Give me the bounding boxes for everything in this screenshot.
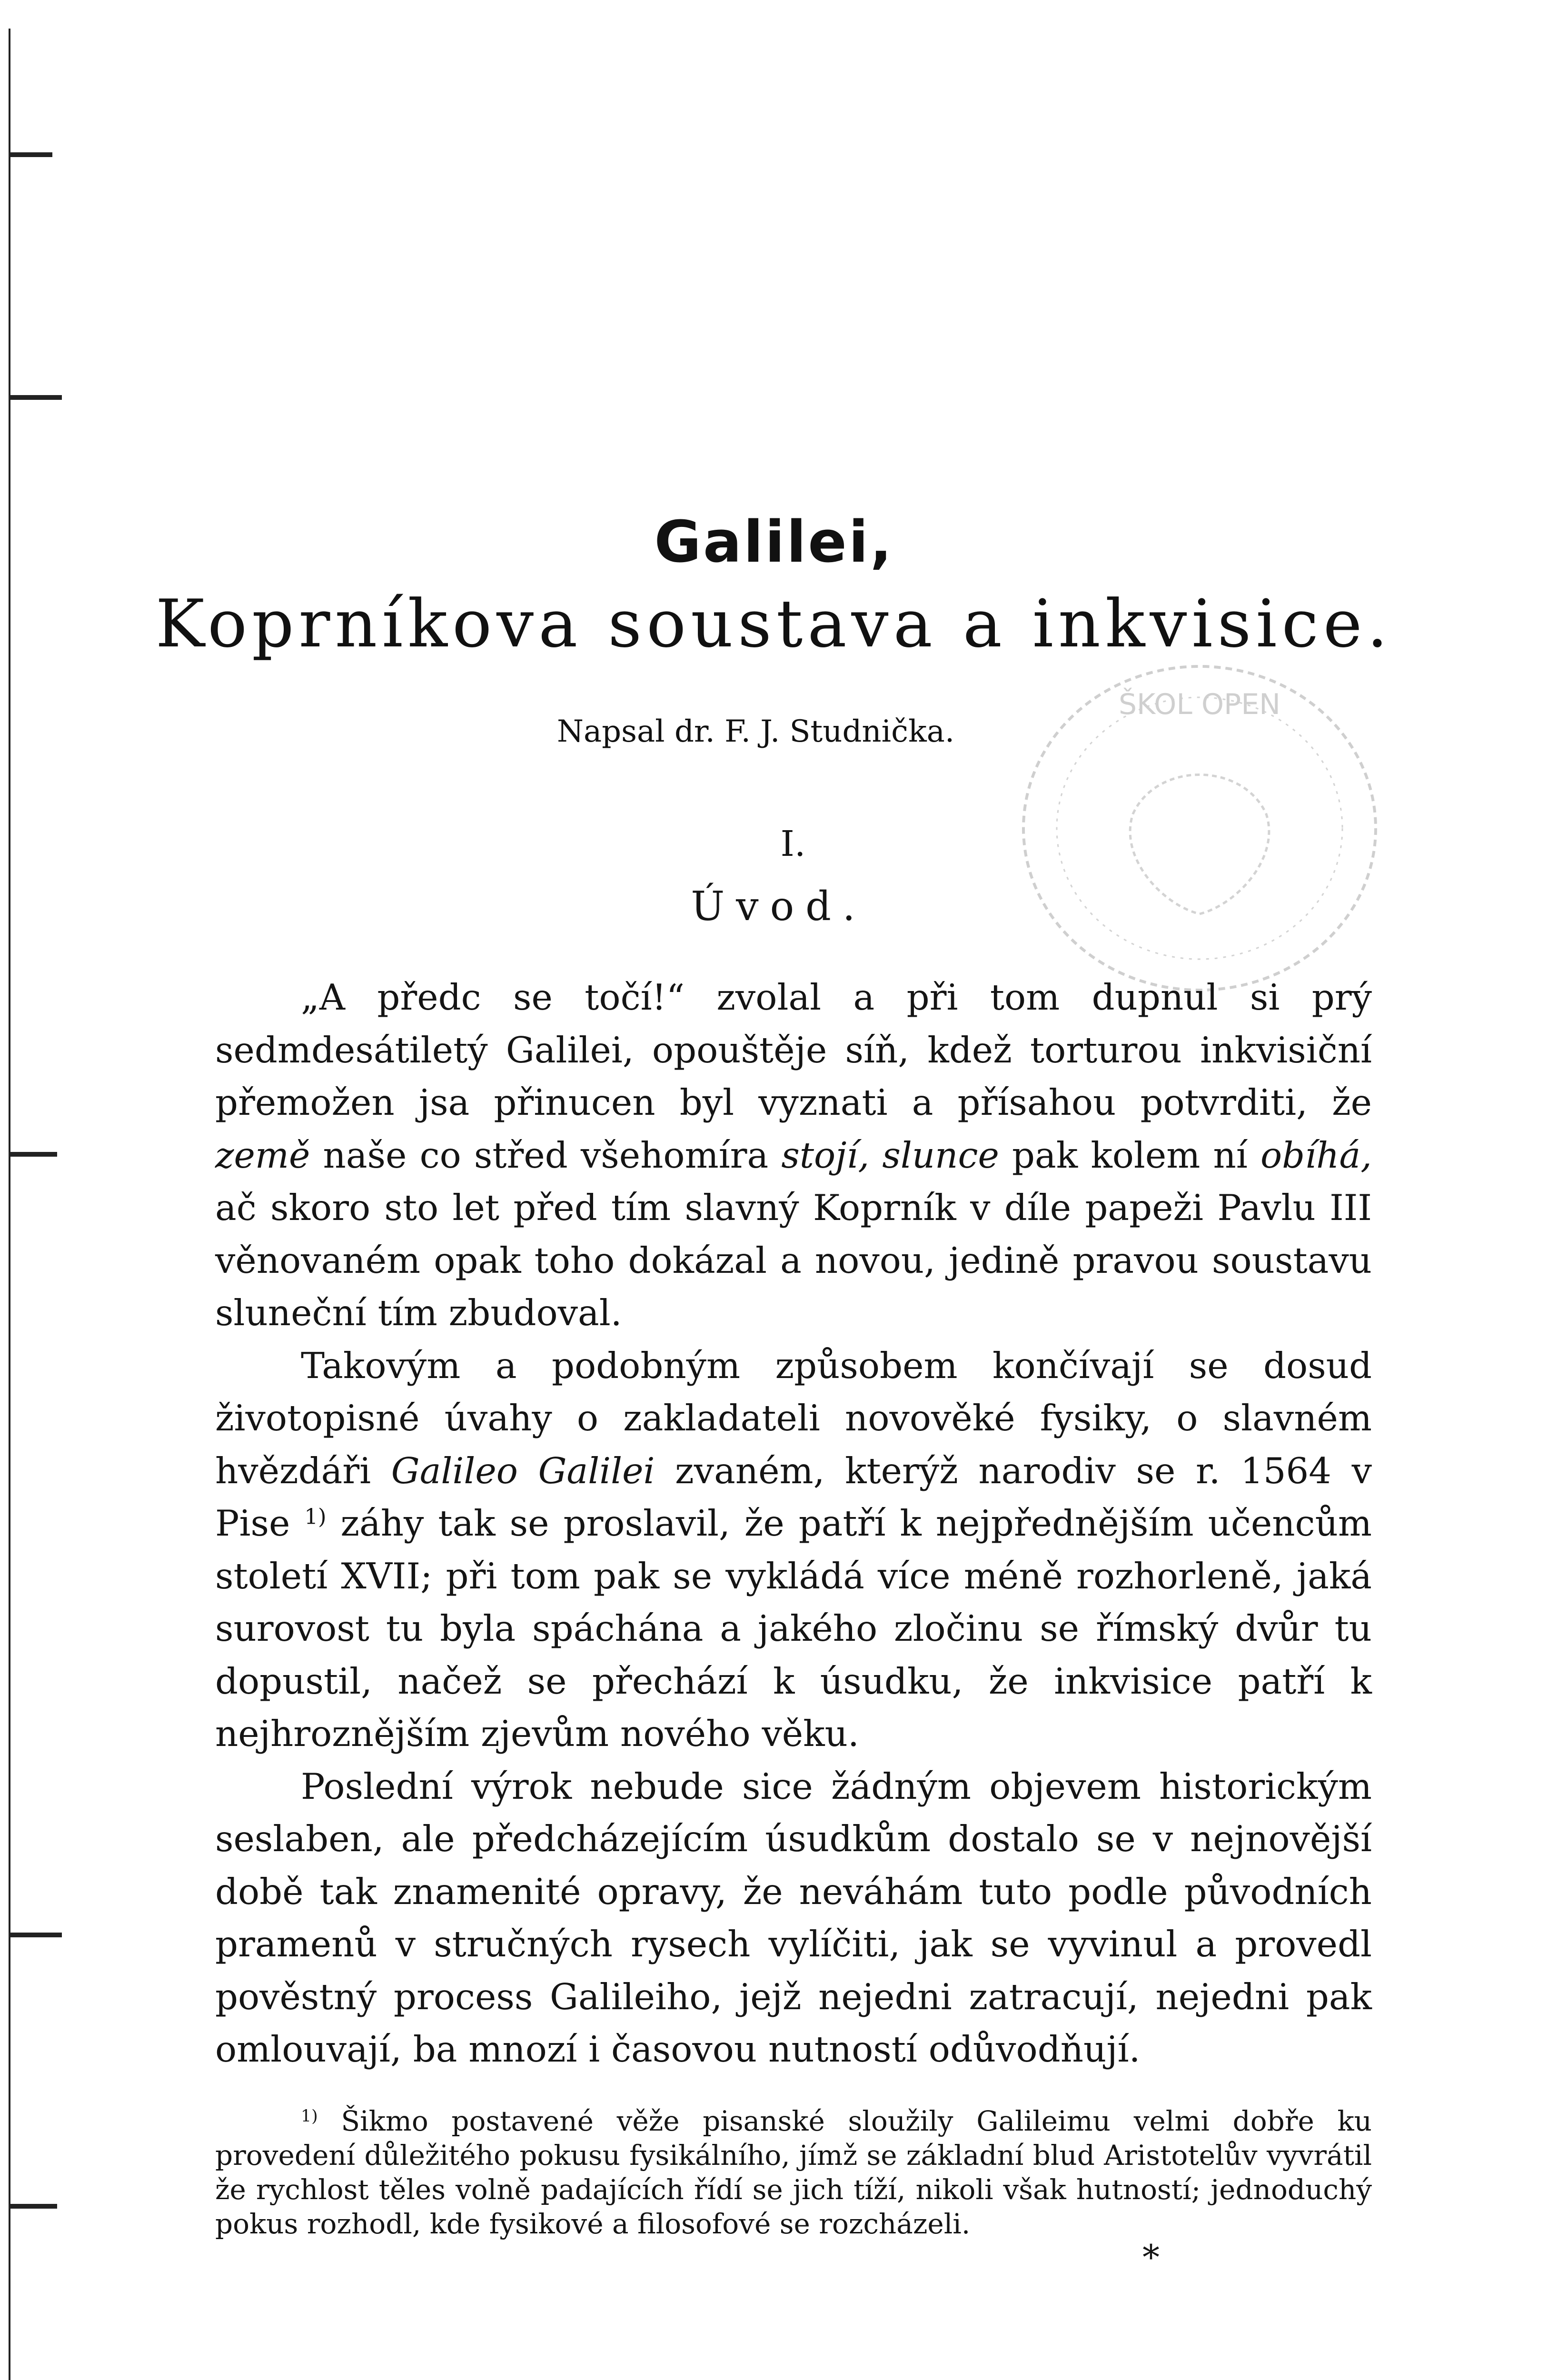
title-galilei: Galilei, bbox=[654, 509, 894, 575]
emphasis-text: Galileo Galilei bbox=[391, 1449, 655, 1492]
paragraph-text: pak kolem ní bbox=[999, 1134, 1260, 1176]
stamp-text: ŠKOL OPEN bbox=[1118, 688, 1281, 721]
paragraph-text: zvaném, kterýž narodiv se r. 1564 v Pise bbox=[215, 1449, 1372, 1544]
edge-tick bbox=[10, 1933, 62, 1937]
emphasis-text: stojí, slunce bbox=[781, 1134, 999, 1176]
paragraph-text: Takovým a podobným způsobem končívají se dosud životopisné úvahy o zakladateli novověké fysiky, o slavném hvězdáři bbox=[215, 1344, 1372, 1492]
edge-tick bbox=[10, 1152, 57, 1157]
footnote-marker: 1) bbox=[301, 2106, 318, 2126]
body-paragraph bbox=[215, 971, 1372, 1339]
footnote-paragraph bbox=[215, 2104, 1372, 2241]
body-text bbox=[215, 971, 1372, 2076]
emphasis-text: země bbox=[215, 1134, 310, 1176]
edge-tick bbox=[10, 395, 62, 400]
footnote bbox=[215, 2104, 1372, 2241]
page-edge-left bbox=[9, 29, 13, 2380]
paragraph-text: „A předc se točí!“ zvolal a při tom dupnul si prý sedmdesátiletý Galilei, opouštěje síň, kdež torturou inkvisiční přemožen jsa přinucen byl vyznati a přísahou potvrditi, že bbox=[215, 976, 1372, 1123]
paragraph-text: ač skoro sto let před tím slavný Koprník v díle papeži Pavlu III věnovaném opak toho dokázal a novou, jedině pravou soustavu sluneční tím zbudoval. bbox=[215, 1187, 1372, 1334]
paragraph-text: Poslední výrok nebude sice žádným objevem historickým seslaben, ale předcházejícím úsudkům dostalo se v nejnovější době tak znamenité opravy, že neváhám tuto podle původních pramenů v stručných rysech vylíčiti, jak se vyvinul a provedl pověstný process Galileiho, jejž nejedni zatracují, nejedni pak omlouvají, ba mnozí i časovou nutností odůvodňují. bbox=[215, 1765, 1372, 2070]
body-paragraph bbox=[215, 1760, 1372, 2076]
footnote-text: Šikmo postavené věže pisanské sloužily Galileimu velmi dobře ku provedení důležitého pokusu fysikálního, jímž se základní blud Aristotelův vyvrátil že rychlost těles volně padajících řídí se jich tíží, nikoli však hutností; jednoduchý pokus rozhodl, kde fysikové a filosofové se rozcházeli. bbox=[215, 2105, 1372, 2240]
emphasis-text: obíhá, bbox=[1260, 1134, 1372, 1176]
chapter-number: I. bbox=[780, 823, 806, 864]
paragraph-text: naše co střed všehomíra bbox=[310, 1134, 782, 1176]
edge-tick bbox=[10, 2204, 57, 2209]
chapter-heading: Úvod. bbox=[691, 883, 867, 930]
author-byline: Napsal dr. F. J. Studnička. bbox=[557, 714, 955, 749]
page-title: Koprníkova soustava a inkvisice. bbox=[155, 585, 1393, 662]
body-paragraph bbox=[215, 1339, 1372, 1760]
paragraph-text: záhy tak se proslavil, že patří k nejpřednějším učencům století XVII; při tom pak se vykládá více méně rozhorleně, jaká surovost tu byla spáchána a jakého zločinu se římský dvůr tu dopustil, načež se přechází k úsudku, že inkvisice patří k nejhroznějším zjevům nového věku. bbox=[215, 1502, 1372, 1755]
edge-tick bbox=[10, 152, 52, 157]
footnote-reference: 1) bbox=[304, 1504, 327, 1529]
signature-mark: * bbox=[1142, 2237, 1160, 2277]
